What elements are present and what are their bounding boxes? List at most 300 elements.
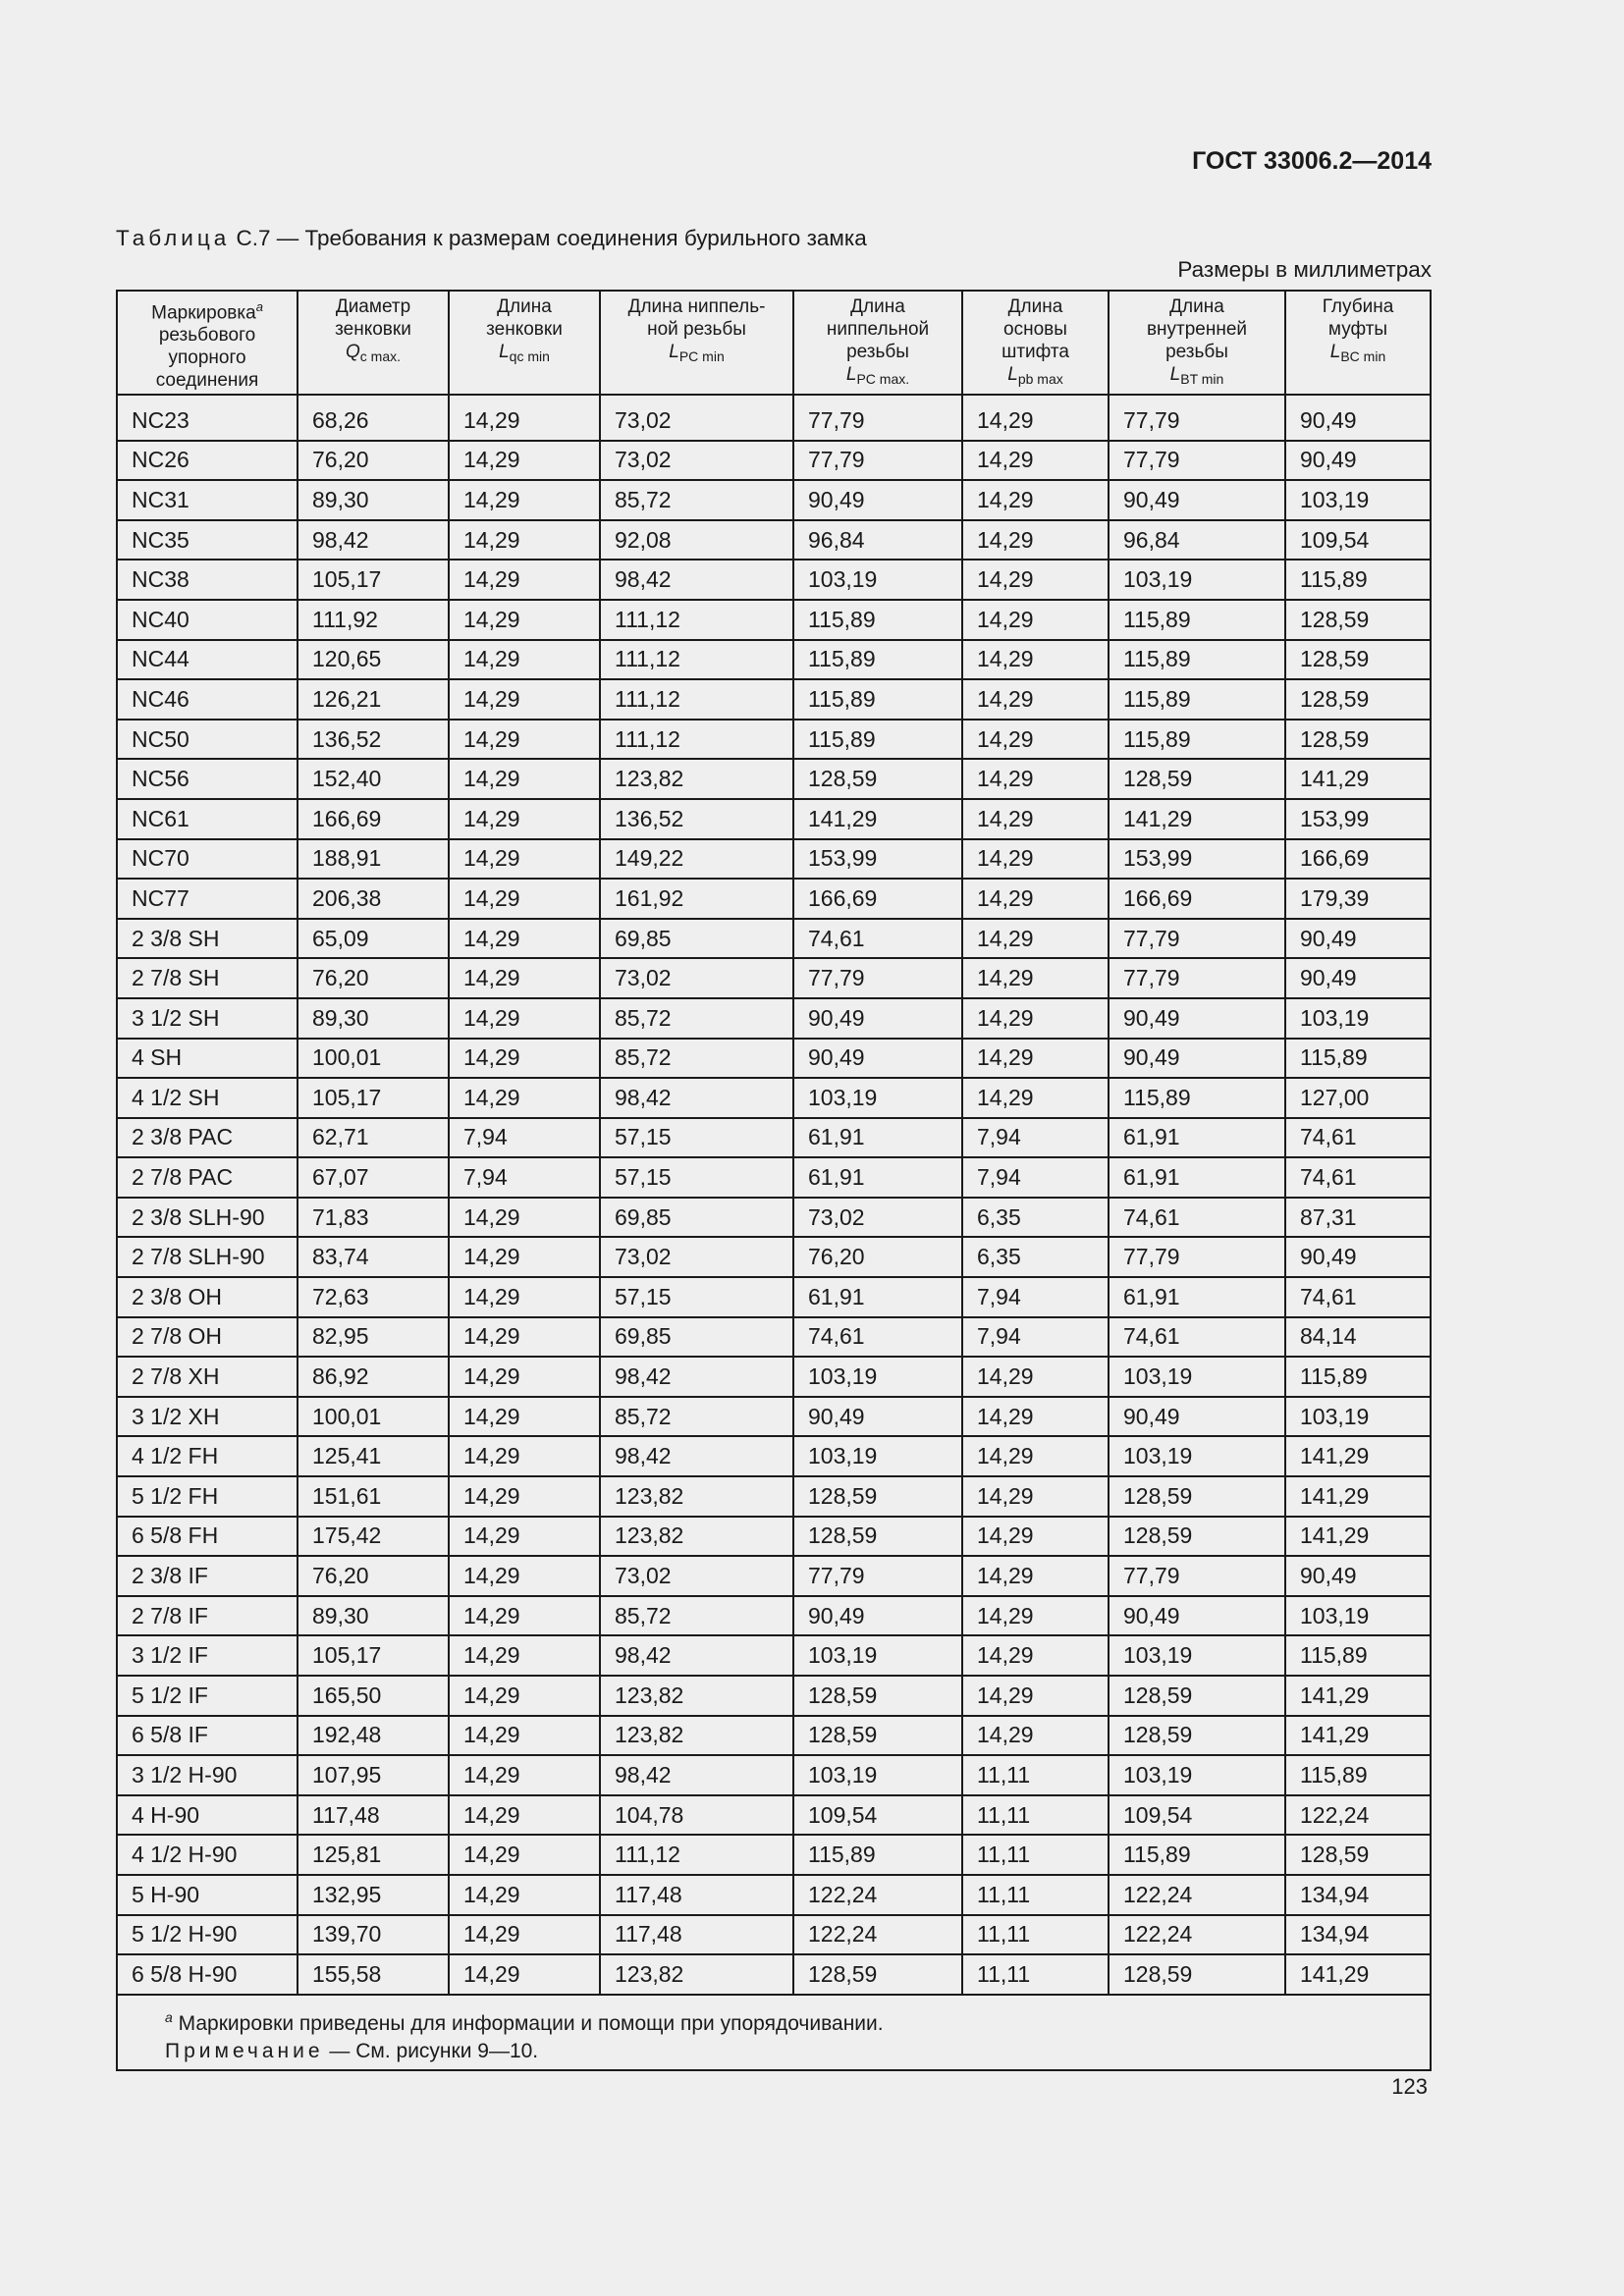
table-cell: 128,59 [1285, 1835, 1431, 1875]
table-cell: 89,30 [298, 480, 449, 520]
table-cell: 115,89 [1285, 1635, 1431, 1676]
table-cell: 92,08 [600, 520, 793, 561]
table-cell: 14,29 [449, 480, 600, 520]
table-cell: 90,49 [1285, 1237, 1431, 1277]
table-cell: 111,12 [600, 640, 793, 680]
header-line: соединения [155, 370, 259, 392]
table-cell: 14,29 [449, 1277, 600, 1317]
header-line: резьбового [158, 325, 256, 347]
table-cell: 90,49 [1285, 1556, 1431, 1596]
table-cell: 74,61 [1285, 1118, 1431, 1158]
connection-marking-cell: 4 1/2 FH [117, 1436, 298, 1476]
table-cell: 61,91 [793, 1277, 962, 1317]
table-cell: 14,29 [449, 839, 600, 880]
table-cell: 14,29 [962, 679, 1109, 720]
table-cell: 11,11 [962, 1915, 1109, 1955]
header-symbol-subscript: PC max. [856, 371, 910, 387]
table-cell: 128,59 [793, 759, 962, 799]
table-cell: 14,29 [962, 441, 1109, 481]
table-row [117, 839, 1431, 880]
table-cell: 115,89 [1109, 1835, 1285, 1875]
note-line [165, 2038, 1430, 2065]
table-cell: 141,29 [1285, 1676, 1431, 1716]
table-cell: 14,29 [962, 1716, 1109, 1756]
table-cell: 100,01 [298, 1039, 449, 1079]
table-cell: 57,15 [600, 1277, 793, 1317]
table-cell: 192,48 [298, 1716, 449, 1756]
table-cell: 103,19 [793, 1635, 962, 1676]
table-cell: 105,17 [298, 560, 449, 600]
table-row [117, 1476, 1431, 1517]
table-cell: 123,82 [600, 1676, 793, 1716]
table-cell: 107,95 [298, 1755, 449, 1795]
table-cell: 77,79 [1109, 1237, 1285, 1277]
header-symbol: L [499, 342, 510, 362]
table-cell: 61,91 [1109, 1157, 1285, 1198]
table-cell: 123,82 [600, 1954, 793, 1995]
table-cell: 14,29 [449, 1596, 600, 1636]
table-cell: 73,02 [600, 441, 793, 481]
table-caption-label: Таблица [116, 226, 231, 250]
table-cell: 6,35 [962, 1198, 1109, 1238]
header-title: Длина [497, 296, 552, 317]
table-cell: 76,20 [298, 441, 449, 481]
table-cell: 103,19 [1285, 1596, 1431, 1636]
connection-marking-cell: 4 1/2 SH [117, 1078, 298, 1118]
connection-marking-cell: 6 5/8 FH [117, 1517, 298, 1557]
table-cell: 90,49 [1109, 998, 1285, 1039]
table-cell: 134,94 [1285, 1915, 1431, 1955]
table-cell: 98,42 [600, 560, 793, 600]
table-cell: 155,58 [298, 1954, 449, 1995]
table-cell: 68,26 [298, 395, 449, 441]
table-cell: 127,00 [1285, 1078, 1431, 1118]
table-cell: 165,50 [298, 1676, 449, 1716]
table-cell: 89,30 [298, 998, 449, 1039]
table-cell: 7,94 [962, 1157, 1109, 1198]
table-cell: 77,79 [793, 441, 962, 481]
connection-marking-cell: 4 1/2 H-90 [117, 1835, 298, 1875]
table-header [117, 291, 1431, 395]
connection-marking-cell: 4 H-90 [117, 1795, 298, 1836]
table-cell: 98,42 [600, 1755, 793, 1795]
table-cell: 128,59 [1109, 1476, 1285, 1517]
table-cell: 141,29 [793, 799, 962, 839]
connection-marking-cell: 5 H-90 [117, 1875, 298, 1915]
table-cell: 115,89 [1109, 640, 1285, 680]
table-cell: 73,02 [600, 395, 793, 441]
table-cell: 188,91 [298, 839, 449, 880]
table-cell: 115,89 [793, 600, 962, 640]
table-row [117, 640, 1431, 680]
table-cell: 103,19 [1109, 1357, 1285, 1397]
table-cell: 76,20 [298, 958, 449, 998]
footnote-text: Маркировки приведены для информации и помощи при упорядочивании. [178, 2011, 884, 2035]
header-symbol: L [1007, 364, 1018, 385]
table-cell: 90,49 [1109, 1039, 1285, 1079]
table-cell: 134,94 [1285, 1875, 1431, 1915]
table-cell: 109,54 [793, 1795, 962, 1836]
table-row [117, 1835, 1431, 1875]
table-cell: 105,17 [298, 1635, 449, 1676]
connection-marking-cell: 6 5/8 IF [117, 1716, 298, 1756]
table-cell: 141,29 [1285, 759, 1431, 799]
table-cell: 103,19 [1285, 1397, 1431, 1437]
table-row [117, 759, 1431, 799]
table-cell: 103,19 [793, 1357, 962, 1397]
table-cell: 73,02 [600, 1237, 793, 1277]
table-cell: 128,59 [1285, 600, 1431, 640]
column-header [962, 291, 1109, 395]
table-cell: 14,29 [449, 1954, 600, 1995]
header-title: Маркировка [151, 302, 256, 324]
header-title: Длина ниппель- [627, 296, 766, 317]
table-cell: 73,02 [793, 1198, 962, 1238]
page-number: 123 [1391, 2074, 1428, 2099]
header-title: Длина [1007, 296, 1063, 317]
table-cell: 128,59 [793, 1517, 962, 1557]
table-cell: 128,59 [793, 1676, 962, 1716]
column-header [793, 291, 962, 395]
table-cell: 14,29 [962, 395, 1109, 441]
table-cell: 141,29 [1285, 1716, 1431, 1756]
table-cell: 14,29 [962, 480, 1109, 520]
table-row [117, 720, 1431, 760]
table-row [117, 1556, 1431, 1596]
connection-marking-cell: NC61 [117, 799, 298, 839]
table-cell: 90,49 [793, 998, 962, 1039]
header-title: Длина [1169, 296, 1224, 317]
table-cell: 111,12 [600, 720, 793, 760]
table-row [117, 520, 1431, 561]
table-cell: 14,29 [449, 1397, 600, 1437]
table-cell: 89,30 [298, 1596, 449, 1636]
connection-marking-cell: NC44 [117, 640, 298, 680]
table-cell: 77,79 [1109, 395, 1285, 441]
table-cell: 73,02 [600, 958, 793, 998]
table-cell: 14,29 [449, 1635, 600, 1676]
connection-marking-cell: 5 1/2 H-90 [117, 1915, 298, 1955]
table-cell: 109,54 [1285, 520, 1431, 561]
connection-marking-cell: NC23 [117, 395, 298, 441]
table-cell: 14,29 [962, 998, 1109, 1039]
table-cell: 103,19 [793, 560, 962, 600]
table-body [117, 395, 1431, 2070]
table-cell: 115,89 [1109, 679, 1285, 720]
table-row [117, 1635, 1431, 1676]
table-cell: 179,39 [1285, 879, 1431, 919]
table-cell: 136,52 [600, 799, 793, 839]
table-row [117, 480, 1431, 520]
column-header [298, 291, 449, 395]
table-cell: 115,89 [1109, 600, 1285, 640]
table-row [117, 998, 1431, 1039]
table-cell: 85,72 [600, 1596, 793, 1636]
table-cell: 115,89 [1109, 1078, 1285, 1118]
table-cell: 128,59 [1285, 640, 1431, 680]
table-cell: 14,29 [962, 1517, 1109, 1557]
table-row [117, 1039, 1431, 1079]
table-cell: 175,42 [298, 1517, 449, 1557]
note-text: — См. рисунки 9—10. [329, 2039, 539, 2062]
table-cell: 14,29 [962, 520, 1109, 561]
table-cell: 14,29 [449, 1716, 600, 1756]
table-cell: 77,79 [793, 958, 962, 998]
table-cell: 141,29 [1109, 799, 1285, 839]
table-cell: 14,29 [449, 1517, 600, 1557]
column-header [1109, 291, 1285, 395]
table-cell: 14,29 [449, 1198, 600, 1238]
table-cell: 14,29 [962, 1039, 1109, 1079]
table-cell: 14,29 [449, 395, 600, 441]
table-cell: 122,24 [1109, 1875, 1285, 1915]
table-cell: 128,59 [1109, 1716, 1285, 1756]
table-cell: 14,29 [449, 1476, 600, 1517]
table-cell: 14,29 [449, 560, 600, 600]
connection-marking-cell: NC56 [117, 759, 298, 799]
table-cell: 90,49 [1285, 919, 1431, 959]
table-cell: 123,82 [600, 1476, 793, 1517]
table-cell: 14,29 [962, 919, 1109, 959]
table-cell: 109,54 [1109, 1795, 1285, 1836]
table-cell: 128,59 [793, 1716, 962, 1756]
footnote-row [117, 1995, 1431, 2070]
table-cell: 14,29 [449, 1317, 600, 1358]
connection-marking-cell: NC46 [117, 679, 298, 720]
header-symbol-subscript: qc min [509, 348, 550, 364]
table-cell: 14,29 [962, 958, 1109, 998]
table-row [117, 1755, 1431, 1795]
table-cell: 77,79 [793, 395, 962, 441]
table-cell: 149,22 [600, 839, 793, 880]
table-cell: 100,01 [298, 1397, 449, 1437]
table-cell: 98,42 [600, 1078, 793, 1118]
connection-marking-cell: 3 1/2 XH [117, 1397, 298, 1437]
connection-marking-cell: 3 1/2 SH [117, 998, 298, 1039]
table-cell: 85,72 [600, 1039, 793, 1079]
table-cell: 74,61 [1285, 1277, 1431, 1317]
table-cell: 103,19 [793, 1078, 962, 1118]
connection-marking-cell: 2 3/8 PAC [117, 1118, 298, 1158]
table-cell: 7,94 [962, 1277, 1109, 1317]
header-line: зенковки [486, 319, 563, 340]
table-row [117, 560, 1431, 600]
table-cell: 151,61 [298, 1476, 449, 1517]
table-cell: 14,29 [449, 1835, 600, 1875]
table-cell: 122,24 [793, 1915, 962, 1955]
table-cell: 128,59 [1109, 759, 1285, 799]
table-cell: 98,42 [600, 1635, 793, 1676]
table-cell: 128,59 [793, 1476, 962, 1517]
table-row [117, 879, 1431, 919]
table-caption-text: С.7 — Требования к размерам соединения бурильного замка [236, 226, 867, 250]
table-cell: 128,59 [1109, 1676, 1285, 1716]
table-cell: 103,19 [1109, 1635, 1285, 1676]
table-row [117, 441, 1431, 481]
table-cell: 74,61 [793, 1317, 962, 1358]
table-cell: 77,79 [1109, 1556, 1285, 1596]
header-line: ниппельной [826, 319, 930, 340]
table-cell: 86,92 [298, 1357, 449, 1397]
connection-marking-cell: NC31 [117, 480, 298, 520]
table-cell: 206,38 [298, 879, 449, 919]
table-row [117, 1237, 1431, 1277]
table-cell: 74,61 [1109, 1317, 1285, 1358]
note-label: Примечание [165, 2039, 324, 2062]
table-cell: 115,89 [1109, 720, 1285, 760]
table-row [117, 1118, 1431, 1158]
table-cell: 74,61 [793, 919, 962, 959]
header-line: зенковки [335, 319, 411, 340]
table-row [117, 958, 1431, 998]
table-cell: 77,79 [793, 1556, 962, 1596]
connection-marking-cell: 2 7/8 OH [117, 1317, 298, 1358]
table-cell: 14,29 [449, 1676, 600, 1716]
table-row [117, 1436, 1431, 1476]
table-cell: 166,69 [1285, 839, 1431, 880]
table-cell: 128,59 [1285, 679, 1431, 720]
connection-marking-cell: 2 7/8 IF [117, 1596, 298, 1636]
table-row [117, 395, 1431, 441]
table-cell: 153,99 [793, 839, 962, 880]
table-cell: 125,41 [298, 1436, 449, 1476]
table-cell: 71,83 [298, 1198, 449, 1238]
connection-marking-cell: 2 7/8 XH [117, 1357, 298, 1397]
table-cell: 14,29 [962, 1556, 1109, 1596]
table-cell: 14,29 [449, 520, 600, 561]
table-cell: 14,29 [449, 1237, 600, 1277]
table-row [117, 1954, 1431, 1995]
header-line: резьбы [846, 342, 909, 362]
connection-marking-cell: 2 7/8 SH [117, 958, 298, 998]
table-cell: 11,11 [962, 1755, 1109, 1795]
table-cell: 105,17 [298, 1078, 449, 1118]
table-row [117, 1078, 1431, 1118]
header-title: Глубина [1322, 296, 1394, 317]
table-cell: 14,29 [449, 998, 600, 1039]
table-cell: 62,71 [298, 1118, 449, 1158]
connection-marking-cell: 5 1/2 FH [117, 1476, 298, 1517]
table-cell: 85,72 [600, 1397, 793, 1437]
connection-marking-cell: 2 7/8 PAC [117, 1157, 298, 1198]
table-cell: 90,49 [1285, 958, 1431, 998]
connection-marking-cell: 3 1/2 IF [117, 1635, 298, 1676]
connection-marking-cell: NC77 [117, 879, 298, 919]
table-cell: 103,19 [1109, 560, 1285, 600]
table-cell: 14,29 [449, 1078, 600, 1118]
table-cell: 14,29 [449, 1436, 600, 1476]
table-cell: 96,84 [793, 520, 962, 561]
table-row [117, 1317, 1431, 1358]
table-cell: 14,29 [449, 640, 600, 680]
table-cell: 57,15 [600, 1118, 793, 1158]
connection-marking-cell: 2 3/8 IF [117, 1556, 298, 1596]
table-cell: 7,94 [449, 1118, 600, 1158]
table-cell: 83,74 [298, 1237, 449, 1277]
connection-marking-cell: 3 1/2 H-90 [117, 1755, 298, 1795]
table-cell: 90,49 [793, 1596, 962, 1636]
table-cell: 111,12 [600, 679, 793, 720]
table-cell: 73,02 [600, 1556, 793, 1596]
table-cell: 152,40 [298, 759, 449, 799]
table-cell: 14,29 [962, 1476, 1109, 1517]
header-line: внутренней [1146, 319, 1248, 340]
table-cell: 123,82 [600, 1716, 793, 1756]
table-cell: 125,81 [298, 1835, 449, 1875]
column-header [600, 291, 793, 395]
table-cell: 14,29 [449, 1039, 600, 1079]
table-cell: 132,95 [298, 1875, 449, 1915]
table-cell: 74,61 [1109, 1198, 1285, 1238]
table-cell: 14,29 [449, 919, 600, 959]
header-title: Длина [850, 296, 905, 317]
table-cell: 76,20 [298, 1556, 449, 1596]
table-cell: 103,19 [1109, 1755, 1285, 1795]
table-cell: 98,42 [298, 520, 449, 561]
table-cell: 153,99 [1285, 799, 1431, 839]
table-cell: 90,49 [1285, 395, 1431, 441]
table-cell: 14,29 [449, 679, 600, 720]
table-cell: 61,91 [793, 1157, 962, 1198]
header-symbol: Q [345, 342, 360, 362]
table-cell: 14,29 [962, 799, 1109, 839]
table-cell: 103,19 [1285, 480, 1431, 520]
table-row [117, 679, 1431, 720]
table-row [117, 1157, 1431, 1198]
header-symbol-subscript: BT min [1180, 371, 1224, 387]
table-row [117, 1517, 1431, 1557]
header-line: резьбы [1165, 342, 1228, 362]
table-cell: 14,29 [962, 839, 1109, 880]
table-row [117, 1716, 1431, 1756]
connection-marking-cell: 2 3/8 SLH-90 [117, 1198, 298, 1238]
table-cell: 61,91 [1109, 1277, 1285, 1317]
header-symbol-subscript: c max. [359, 348, 401, 364]
table-cell: 128,59 [793, 1954, 962, 1995]
document-code: ГОСТ 33006.2—2014 [1192, 147, 1432, 175]
table-cell: 141,29 [1285, 1517, 1431, 1557]
connection-marking-cell: NC35 [117, 520, 298, 561]
table-row [117, 1875, 1431, 1915]
table-caption [116, 226, 867, 251]
table-cell: 103,19 [1285, 998, 1431, 1039]
connection-marking-cell: NC38 [117, 560, 298, 600]
table-row [117, 919, 1431, 959]
table-cell: 103,19 [793, 1755, 962, 1795]
table-cell: 117,48 [600, 1915, 793, 1955]
table-cell: 166,69 [298, 799, 449, 839]
footnote-marker: a [255, 299, 263, 314]
table-cell: 11,11 [962, 1875, 1109, 1915]
table-cell: 14,29 [449, 720, 600, 760]
connection-marking-cell: NC70 [117, 839, 298, 880]
connection-marking-cell: 4 SH [117, 1039, 298, 1079]
table-cell: 6,35 [962, 1237, 1109, 1277]
table-cell: 61,91 [1109, 1118, 1285, 1158]
table-row [117, 1198, 1431, 1238]
table-cell: 69,85 [600, 919, 793, 959]
table-row [117, 600, 1431, 640]
table-cell: 74,61 [1285, 1157, 1431, 1198]
table-cell: 82,95 [298, 1317, 449, 1358]
table-cell: 14,29 [962, 1436, 1109, 1476]
table-cell: 14,29 [962, 1596, 1109, 1636]
table-cell: 96,84 [1109, 520, 1285, 561]
table-cell: 14,29 [962, 1078, 1109, 1118]
table-cell: 103,19 [793, 1436, 962, 1476]
table-cell: 7,94 [962, 1118, 1109, 1158]
table-cell: 14,29 [962, 640, 1109, 680]
